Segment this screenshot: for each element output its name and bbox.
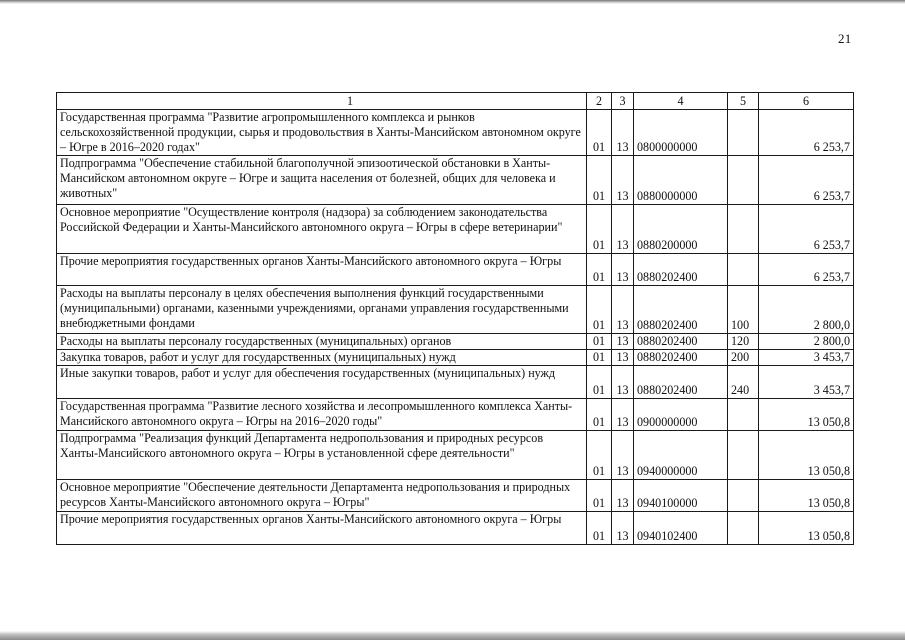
row-expense-type xyxy=(728,431,759,480)
row-name: Основное мероприятие "Осуществление контроля (надзора) за соблюдением законодательства Российской Федерации и Ханты-Мансийского автономного округа – Югры в сфере ветеринарии" xyxy=(57,205,587,254)
row-target-article: 0940102400 xyxy=(634,512,728,545)
row-amount: 13 050,8 xyxy=(759,480,854,512)
row-subsection: 13 xyxy=(612,350,634,366)
row-expense-type: 120 xyxy=(728,334,759,350)
row-subsection: 13 xyxy=(612,110,634,156)
row-amount: 6 253,7 xyxy=(759,254,854,286)
row-name: Расходы на выплаты персоналу в целях обеспечения выполнения функций государственными (муниципальными) органами, казенными учреждениями, органами управления государственными внебюджетными фондами xyxy=(57,286,587,334)
row-expense-type xyxy=(728,399,759,431)
scan-bottom-edge xyxy=(0,631,905,640)
row-target-article: 0900000000 xyxy=(634,399,728,431)
table-row xyxy=(57,366,854,399)
row-amount: 3 453,7 xyxy=(759,366,854,399)
row-name: Закупка товаров, работ и услуг для государственных (муниципальных) нужд xyxy=(57,350,587,366)
row-section: 01 xyxy=(587,399,612,431)
row-section: 01 xyxy=(587,156,612,205)
row-subsection: 13 xyxy=(612,205,634,254)
row-target-article: 0880202400 xyxy=(634,254,728,286)
row-name: Расходы на выплаты персоналу государственных (муниципальных) органов xyxy=(57,334,587,350)
header-row xyxy=(57,93,854,110)
header-col-3: 3 xyxy=(612,93,634,110)
row-name: Основное мероприятие "Обеспечение деятельности Департамента недропользования и природных ресурсов Ханты-Мансийского автономного округа – Югры" xyxy=(57,480,587,512)
row-target-article: 0940100000 xyxy=(634,480,728,512)
row-amount: 2 800,0 xyxy=(759,286,854,334)
row-expense-type xyxy=(728,512,759,545)
row-section: 01 xyxy=(587,480,612,512)
row-amount: 13 050,8 xyxy=(759,431,854,480)
row-name: Подпрограмма "Обеспечение стабильной благополучной эпизоотической обстановки в Ханты-Мансийском автономном округе – Югре и защита населения от болезней, общих для человека и животных" xyxy=(57,156,587,205)
header-col-5: 5 xyxy=(728,93,759,110)
row-subsection: 13 xyxy=(612,431,634,480)
row-section: 01 xyxy=(587,286,612,334)
row-amount: 13 050,8 xyxy=(759,399,854,431)
header-col-1: 1 xyxy=(57,93,587,110)
row-expense-type: 100 xyxy=(728,286,759,334)
row-amount: 6 253,7 xyxy=(759,205,854,254)
row-target-article: 0940000000 xyxy=(634,431,728,480)
row-expense-type xyxy=(728,156,759,205)
row-expense-type xyxy=(728,205,759,254)
table-row xyxy=(57,254,854,286)
row-subsection: 13 xyxy=(612,480,634,512)
page-number: 21 xyxy=(838,31,852,46)
row-section: 01 xyxy=(587,334,612,350)
row-target-article: 0800000000 xyxy=(634,110,728,156)
row-subsection: 13 xyxy=(612,366,634,399)
row-section: 01 xyxy=(587,110,612,156)
row-expense-type xyxy=(728,110,759,156)
header-col-2: 2 xyxy=(587,93,612,110)
row-amount: 13 050,8 xyxy=(759,512,854,545)
row-subsection: 13 xyxy=(612,156,634,205)
row-expense-type xyxy=(728,254,759,286)
row-target-article: 0880202400 xyxy=(634,286,728,334)
row-name: Прочие мероприятия государственных органов Ханты-Мансийского автономного округа – Югры xyxy=(57,254,587,286)
table-row xyxy=(57,205,854,254)
table-row xyxy=(57,480,854,512)
row-name: Прочие мероприятия государственных органов Ханты-Мансийского автономного округа – Югры xyxy=(57,512,587,545)
header-col-6: 6 xyxy=(759,93,854,110)
row-name: Государственная программа "Развитие лесного хозяйства и лесопромышленного комплекса Ханты-Мансийского автономного округа – Югры на 2016–2020 годы" xyxy=(57,399,587,431)
table-row xyxy=(57,399,854,431)
row-target-article: 0880202400 xyxy=(634,350,728,366)
table-row xyxy=(57,431,854,480)
row-amount: 6 253,7 xyxy=(759,110,854,156)
row-section: 01 xyxy=(587,254,612,286)
row-expense-type: 200 xyxy=(728,350,759,366)
table-row xyxy=(57,286,854,334)
row-section: 01 xyxy=(587,205,612,254)
row-subsection: 13 xyxy=(612,399,634,431)
row-subsection: 13 xyxy=(612,286,634,334)
header-col-4: 4 xyxy=(634,93,728,110)
row-amount: 3 453,7 xyxy=(759,350,854,366)
budget-table xyxy=(56,92,854,545)
row-name: Государственная программа "Развитие агропромышленного комплекса и рынков сельскохозяйственной продукции, сырья и продовольствия в Ханты-Мансийском автономном округе – Югре в 2016–2020 годах" xyxy=(57,110,587,156)
row-target-article: 0880000000 xyxy=(634,156,728,205)
row-name: Подпрограмма "Реализация функций Департамента недропользования и природных ресурсов Ханты-Мансийского автономного округа – Югры в установленной сфере деятельности" xyxy=(57,431,587,480)
row-section: 01 xyxy=(587,366,612,399)
table-row xyxy=(57,110,854,156)
row-section: 01 xyxy=(587,350,612,366)
row-subsection: 13 xyxy=(612,334,634,350)
row-amount: 2 800,0 xyxy=(759,334,854,350)
table-row xyxy=(57,156,854,205)
table-row xyxy=(57,350,854,366)
row-target-article: 0880202400 xyxy=(634,334,728,350)
table-row xyxy=(57,334,854,350)
row-amount: 6 253,7 xyxy=(759,156,854,205)
row-name: Иные закупки товаров, работ и услуг для обеспечения государственных (муниципальных) нужд xyxy=(57,366,587,399)
row-subsection: 13 xyxy=(612,254,634,286)
scan-top-edge xyxy=(0,0,905,4)
row-subsection: 13 xyxy=(612,512,634,545)
table-row xyxy=(57,512,854,545)
row-expense-type xyxy=(728,480,759,512)
row-target-article: 0880200000 xyxy=(634,205,728,254)
row-target-article: 0880202400 xyxy=(634,366,728,399)
row-section: 01 xyxy=(587,431,612,480)
row-section: 01 xyxy=(587,512,612,545)
row-expense-type: 240 xyxy=(728,366,759,399)
